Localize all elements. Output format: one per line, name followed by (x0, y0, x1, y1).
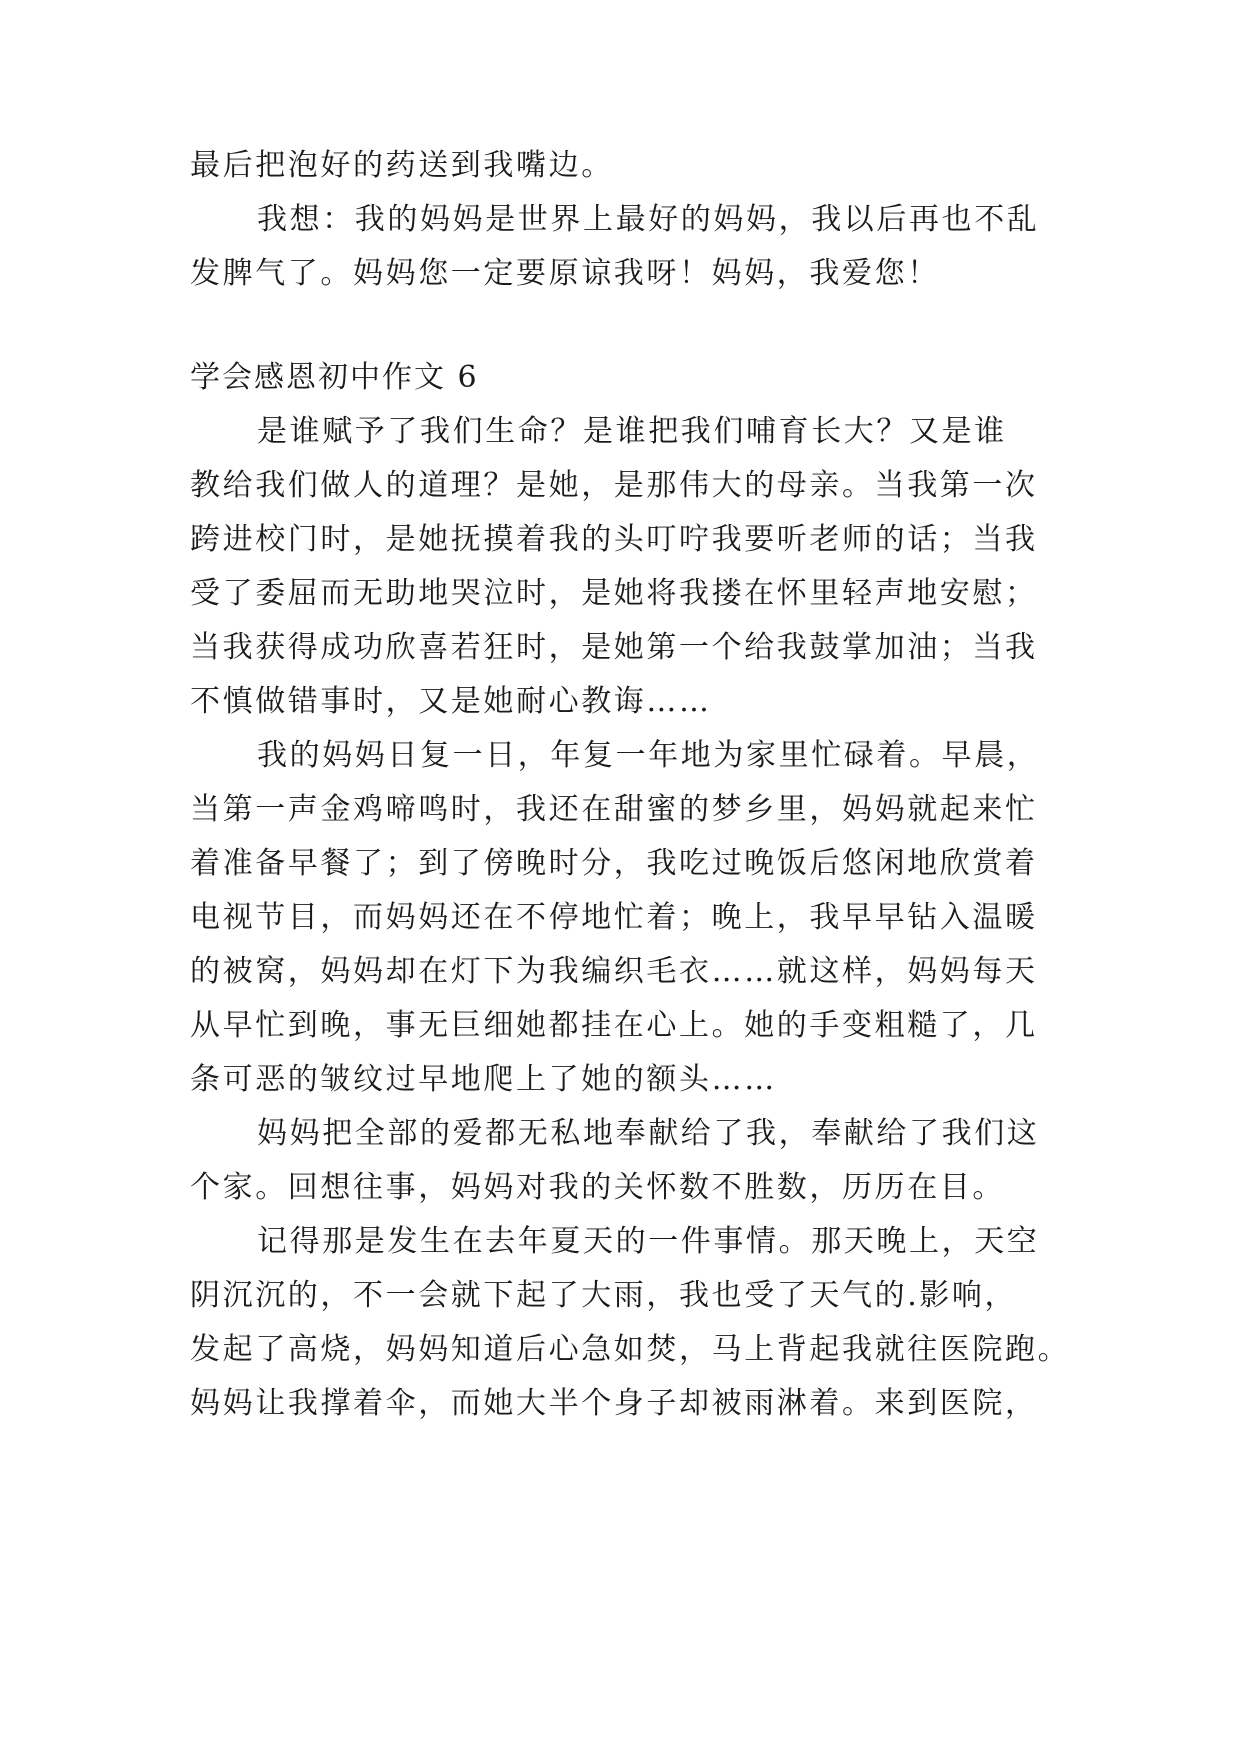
paragraph-line: 的被窝，妈妈却在灯下为我编织毛衣……就这样，妈妈每天 (190, 954, 1038, 989)
paragraph-line: 发起了高烧，妈妈知道后心急如焚，马上背起我就往医院跑。 (190, 1332, 1071, 1367)
paragraph-line: 当我获得成功欣喜若狂时，是她第一个给我鼓掌加油；当我 (190, 630, 1038, 665)
paragraph-line: 我的妈妈日复一日，年复一年地为家里忙碌着。早晨， (257, 738, 1040, 773)
paragraph-line: 不慎做错事时，又是她耐心教诲…… (190, 684, 712, 719)
paragraph-line: 当第一声金鸡啼鸣时，我还在甜蜜的梦乡里，妈妈就起来忙 (190, 792, 1038, 827)
paragraph-line: 受了委屈而无助地哭泣时，是她将我搂在怀里轻声地安慰； (190, 576, 1038, 611)
paragraph-line: 最后把泡好的药送到我嘴边。 (190, 148, 614, 183)
paragraph-line: 妈妈把全部的爱都无私地奉献给了我，奉献给了我们这 (257, 1116, 1040, 1151)
paragraph-line: 教给我们做人的道理？是她，是那伟大的母亲。当我第一次 (190, 468, 1038, 503)
paragraph-line: 记得那是发生在去年夏天的一件事情。那天晚上，天空 (257, 1224, 1040, 1259)
paragraph-line: 跨进校门时，是她抚摸着我的头叮咛我要听老师的话；当我 (190, 522, 1038, 557)
paragraph-line: 我想：我的妈妈是世界上最好的妈妈，我以后再也不乱 (257, 202, 1040, 237)
paragraph-line: 个家。回想往事，妈妈对我的关怀数不胜数，历历在目。 (190, 1170, 1005, 1205)
paragraph-line: 阴沉沉的，不一会就下起了大雨，我也受了天气的.影响， (190, 1278, 1018, 1313)
paragraph-line: 条可恶的皱纹过早地爬上了她的额头…… (190, 1062, 777, 1097)
paragraph-line: 妈妈让我撑着伞，而她大半个身子却被雨淋着。来到医院， (190, 1386, 1038, 1421)
paragraph-line: 从早忙到晚，事无巨细她都挂在心上。她的手变粗糙了，几 (190, 1008, 1038, 1043)
paragraph-line: 发脾气了。妈妈您一定要原谅我呀！妈妈，我爱您！ (190, 256, 940, 291)
paragraph-line: 是谁赋予了我们生命？是谁把我们哺育长大？又是谁 (257, 414, 1007, 449)
paragraph-line: 电视节目，而妈妈还在不停地忙着；晚上，我早早钻入温暖 (190, 900, 1038, 935)
section-heading: 学会感恩初中作文 6 (190, 360, 479, 395)
paragraph-line: 着准备早餐了；到了傍晚时分，我吃过晚饭后悠闲地欣赏着 (190, 846, 1038, 881)
